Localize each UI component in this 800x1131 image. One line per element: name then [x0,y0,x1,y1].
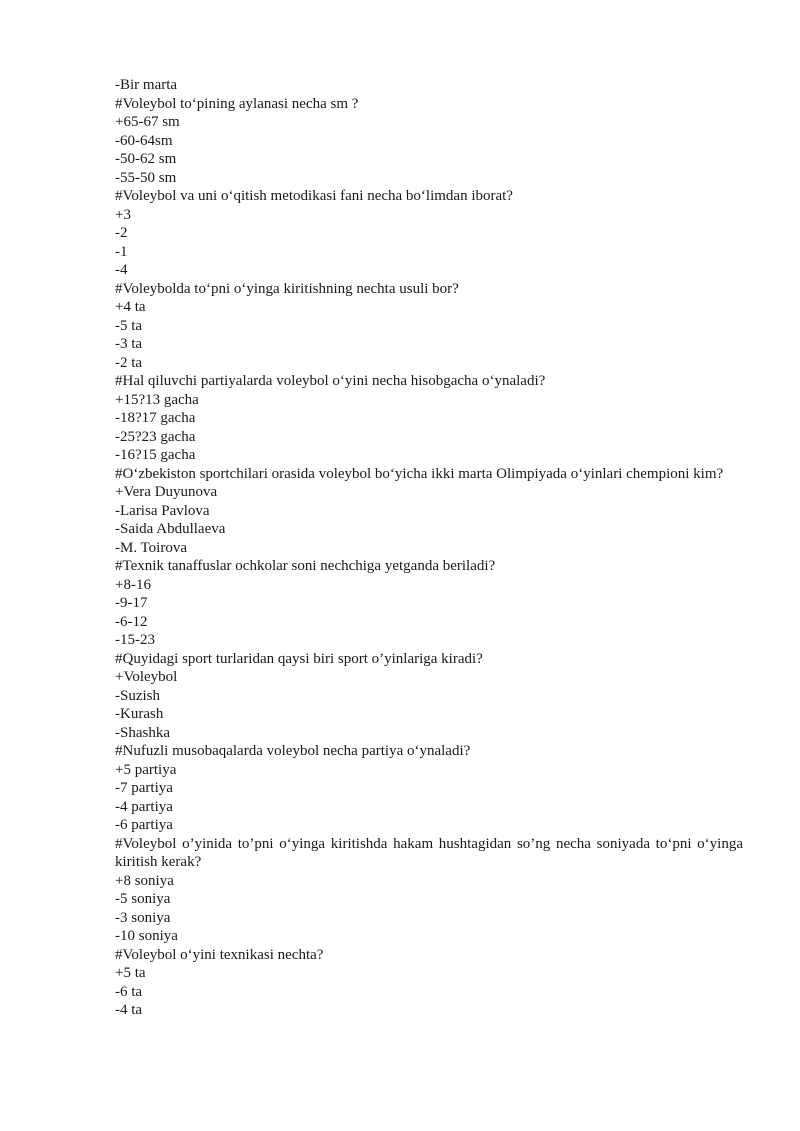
answer-option-line: -Bir marta [115,77,178,93]
question-line: #Voleybol to‘pining aylanasi necha sm ? [115,95,359,112]
answer-option-line: -M. Toirova [115,539,187,556]
question-line: #Hal qiluvchi partiyalarda voleybol o‘yini necha hisobgacha o‘ynaladi? [115,373,546,389]
question-line: #Voleybolda to‘pni o‘yinga kiritishning nechta usuli bor? [115,280,459,297]
answer-option-line: -4 ta [115,1002,143,1018]
answer-option-line: -6 ta [115,983,143,1000]
answer-option-line: +5 partiya [115,761,177,778]
question-line: #Nufuzli musobaqalarda voleybol necha partiya o‘ynaladi? [115,743,471,759]
answer-option-line: -Kurash [115,706,164,722]
answer-option-line: -9-17 [115,595,148,611]
answer-option-line: -16?15 gacha [115,447,196,463]
answer-option-line: +Voleybol [115,669,178,685]
answer-option-line: +15?13 gacha [115,391,199,408]
question-line: #Quyidagi sport turlaridan qaysi biri sport o’yinlariga kiradi? [115,650,483,667]
answer-option-line: -Larisa Pavlova [115,502,210,519]
answer-option-line: -50-62 sm [115,151,177,167]
answer-option-line: -18?17 gacha [115,410,196,426]
question-line: #O‘zbekiston sportchilari orasida voleybol bo‘yicha ikki marta Olimpiyada o‘yinlari chempioni kim? [115,465,724,482]
answer-option-line: -2 [115,225,128,241]
answer-option-line: +4 ta [115,299,146,315]
answer-option-line: -60-64sm [115,132,173,149]
answer-option-line: +Vera Duyunova [115,484,218,500]
question-line: #Voleybol o‘yini texnikasi nechta? [115,946,324,963]
answer-option-line: -5 ta [115,317,143,334]
answer-option-line: -2 ta [115,354,143,371]
answer-option-line: -Suzish [115,687,160,704]
answer-option-line: -15-23 [115,632,155,648]
answer-option-line: -Shashka [115,724,170,741]
answer-option-line: -Saida Abdullaeva [115,521,226,537]
question-line: #Voleybol o’yinida to’pni o‘yinga kiritishda hakam hushtagidan so’ng necha soniyada to‘pni o‘yinga kiritish kerak? [115,835,743,870]
answer-option-line: -4 partiya [115,798,173,815]
answer-option-line: +3 [115,206,131,223]
answer-option-line: +65-67 sm [115,114,180,130]
quiz-text-body [115,76,743,1020]
answer-option-line: -7 partiya [115,780,173,796]
answer-option-line: -5 soniya [115,891,171,907]
answer-option-line: -55-50 sm [115,169,177,186]
question-line: #Voleybol va uni o‘qitish metodikasi fani necha bo‘limdan iborat? [115,188,513,204]
answer-option-line: -10 soniya [115,928,178,944]
answer-option-line: -4 [115,262,128,278]
answer-option-line: -6 partiya [115,817,173,833]
answer-option-line: -3 ta [115,336,143,352]
answer-option-line: -25?23 gacha [115,428,196,445]
answer-option-line: -1 [115,243,128,260]
answer-option-line: +5 ta [115,965,146,981]
answer-option-line: +8-16 [115,576,151,593]
question-line: #Texnik tanaffuslar ochkolar soni nechchiga yetganda beriladi? [115,558,496,574]
answer-option-line: +8 soniya [115,872,174,889]
answer-option-line: -3 soniya [115,909,171,926]
answer-option-line: -6-12 [115,613,148,630]
